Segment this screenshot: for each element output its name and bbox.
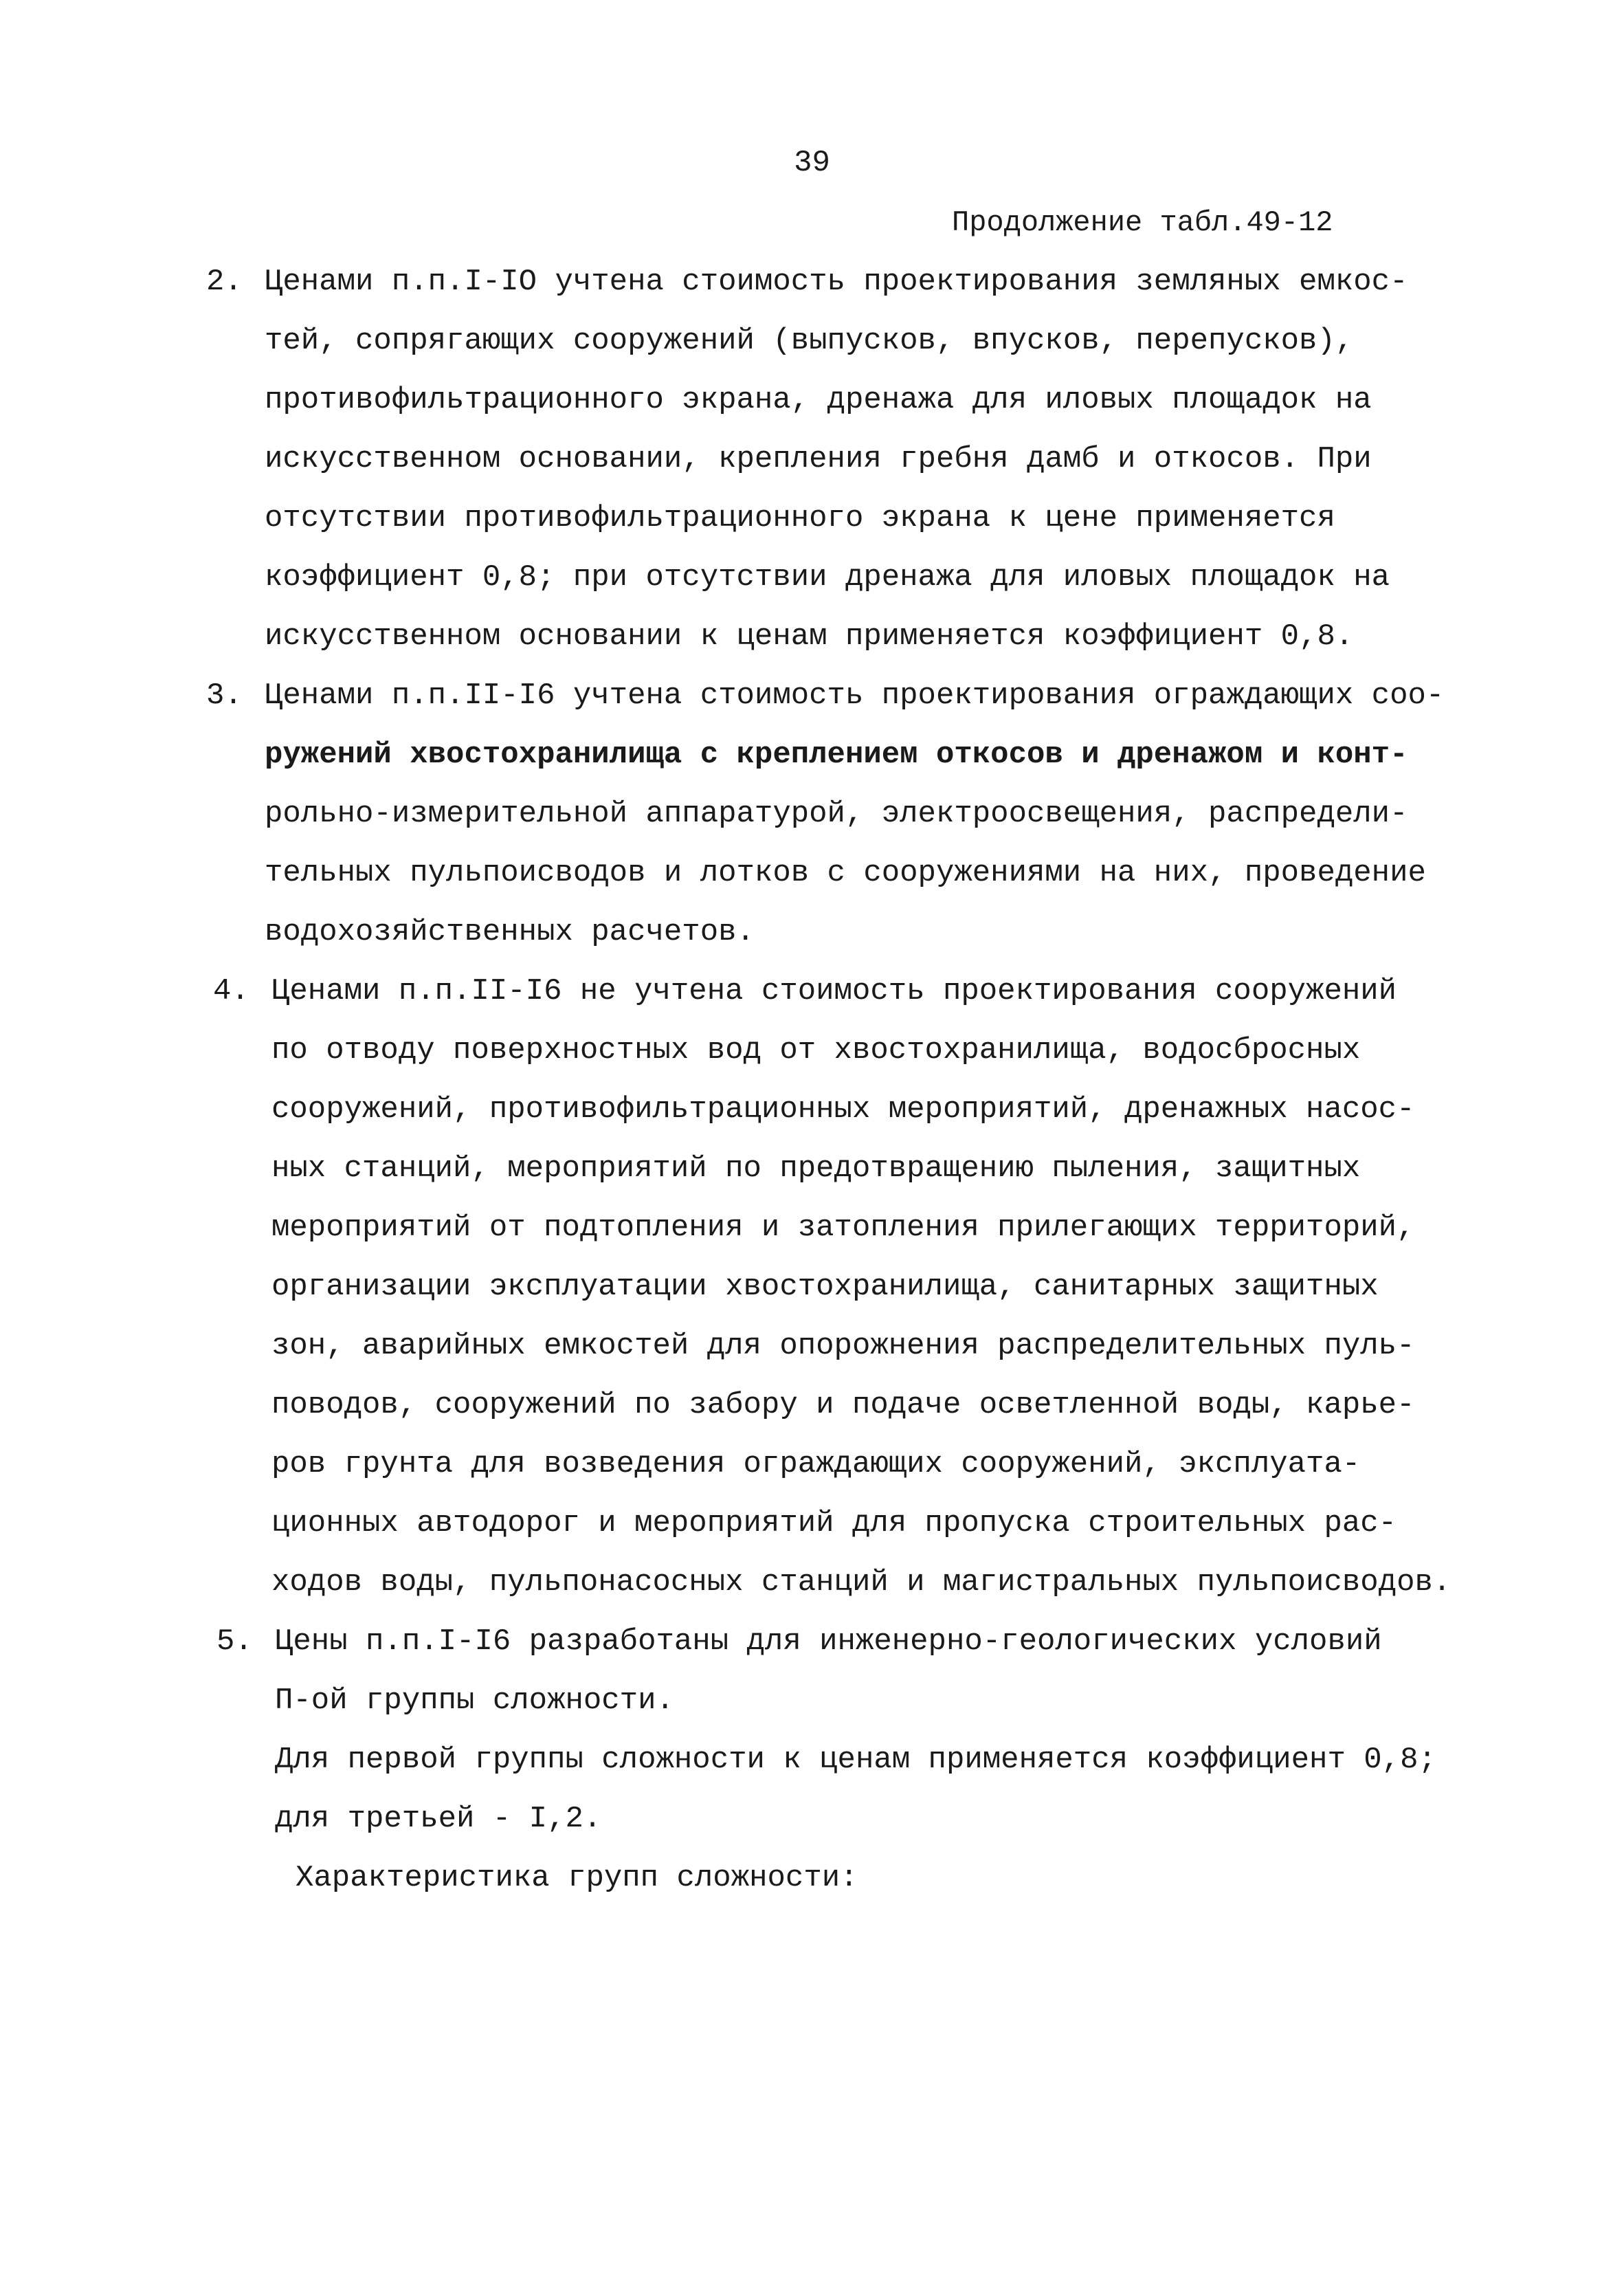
item-number-2: 2. xyxy=(206,265,243,299)
item-4-line-1: Ценами п.п.II-I6 не учтена стоимость проектирования сооружений xyxy=(271,974,1397,1008)
page-number: 39 xyxy=(794,146,830,180)
item-3-line-5: водохозяйственных расчетов. xyxy=(265,915,755,949)
item-2-line-4: искусственном основании, крепления гребня дамб и откосов. При xyxy=(265,442,1372,476)
item-5-line-2: П-ой группы сложности. xyxy=(275,1684,674,1718)
item-4-line-8: поводов, сооружений по забору и подаче осветленной воды, карье- xyxy=(271,1388,1415,1422)
item-3-line-2: ружений хвостохранилища с креплением откосов и дренажом и конт- xyxy=(265,738,1408,772)
item-2-line-5: отсутствии противофильтрационного экрана к цене применяется xyxy=(265,501,1335,536)
item-number-4: 4. xyxy=(213,974,249,1008)
item-4-line-11: ходов воды, пульпонасосных станций и магистральных пульпоисводов. xyxy=(271,1565,1451,1600)
item-3-line-1: Ценами п.п.II-I6 учтена стоимость проектирования ограждающих соо- xyxy=(265,678,1445,713)
item-4-line-10: ционных автодорог и мероприятий для пропуска строительных рас- xyxy=(271,1506,1397,1541)
item-number-3: 3. xyxy=(206,678,243,713)
item-4-line-4: ных станций, мероприятий по предотвращению пыления, защитных xyxy=(271,1151,1361,1186)
item-2-line-2: тей, сопрягающих сооружений (выпусков, впусков, перепусков), xyxy=(265,324,1354,358)
item-5-line-3: Для первой группы сложности к ценам применяется коэффициент 0,8; xyxy=(275,1743,1436,1777)
item-2-line-1: Ценами п.п.I-IO учтена стоимость проектирования земляных емкос- xyxy=(265,265,1408,299)
item-number-5: 5. xyxy=(216,1624,253,1659)
item-3-line-4: тельных пульпоисводов и лотков с сооружениями на них, проведение xyxy=(265,856,1426,890)
item-4-line-3: сооружений, противофильтрационных мероприятий, дренажных насос- xyxy=(271,1092,1415,1127)
item-3-line-3: рольно-измерительной аппаратурой, электроосвещения, распредели- xyxy=(265,797,1408,831)
item-5-line-1: Цены п.п.I-I6 разработаны для инженерно-геологических условий xyxy=(275,1624,1382,1659)
item-4-line-9: ров грунта для возведения ограждающих сооружений, эксплуата- xyxy=(271,1447,1361,1481)
item-4-line-7: зон, аварийных емкостей для опорожнения распределительных пуль- xyxy=(271,1329,1415,1363)
item-2-line-6: коэффициент 0,8; при отсутствии дренажа для иловых площадок на xyxy=(265,560,1390,595)
item-5-line-5: Характеристика групп сложности: xyxy=(296,1861,858,1895)
table-continuation-heading: Продолжение табл.49-12 xyxy=(952,206,1333,239)
item-4-line-5: мероприятий от подтопления и затопления прилегающих территорий, xyxy=(271,1211,1415,1245)
item-2-line-3: противофильтрационного экрана, дренажа для иловых площадок на xyxy=(265,383,1372,417)
item-4-line-6: организации эксплуатации хвостохранилища, санитарных защитных xyxy=(271,1270,1379,1304)
item-2-line-7: искусственном основании к ценам применяется коэффициент 0,8. xyxy=(265,619,1354,654)
item-4-line-2: по отводу поверхностных вод от хвостохранилища, водосбросных xyxy=(271,1033,1361,1068)
item-5-line-4: для третьей - I,2. xyxy=(275,1802,602,1836)
